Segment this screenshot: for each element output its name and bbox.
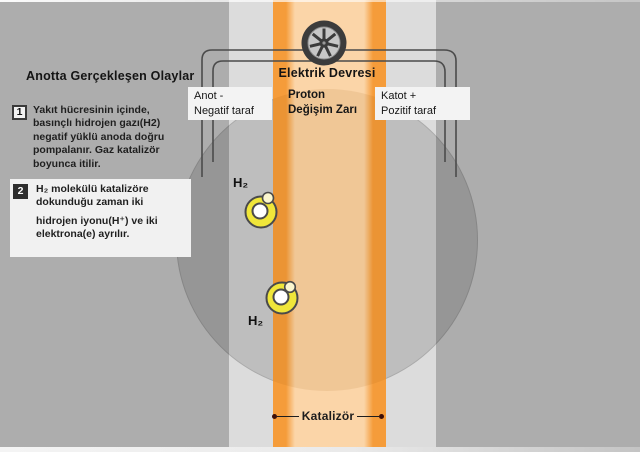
right-dot [379,414,384,419]
cathode-label-line2: Pozitif taraf [381,104,437,117]
catalyst-label: Katalizör [301,408,355,423]
membrane-label-line1: Proton [288,89,326,101]
anode-label-line2: Negatif taraf [194,104,254,117]
h2-label-lower: H₂ [248,313,264,328]
step-2-text: H₂ molekülü katalizöre dokunduğu zaman iki hidrojen iyonu(H⁺) ve iki elektrona(e) ayrılır. [36,183,158,241]
cathode-label-line1: Katot + [381,90,417,102]
h2-molecule-upper [246,193,277,228]
step-1-text: Yakıt hücresinin içinde, basınçlı hidrojen gazı(H2) negatif yüklü anoda doğru pompalanır. Gaz katalizör boyunca itilir. [33,104,165,170]
left-line [277,416,299,417]
right-line [357,416,379,417]
step-2-marker: 2 [13,184,28,199]
anode-label-line1: Anot - [194,90,224,102]
top-edge-highlight [0,0,640,2]
page-title: Anotta Gerçekleşen Olaylar [26,69,195,83]
h2-label-upper: H₂ [233,175,249,190]
h2-molecule-lower [267,282,298,314]
membrane-label-line2: Değişim Zarı [288,103,358,116]
circuit-label: Elektrik Devresi [278,66,376,80]
catalyst-annotation [272,409,384,424]
bottom-edge-highlight [0,447,640,452]
step-1-marker: 1 [12,105,27,120]
